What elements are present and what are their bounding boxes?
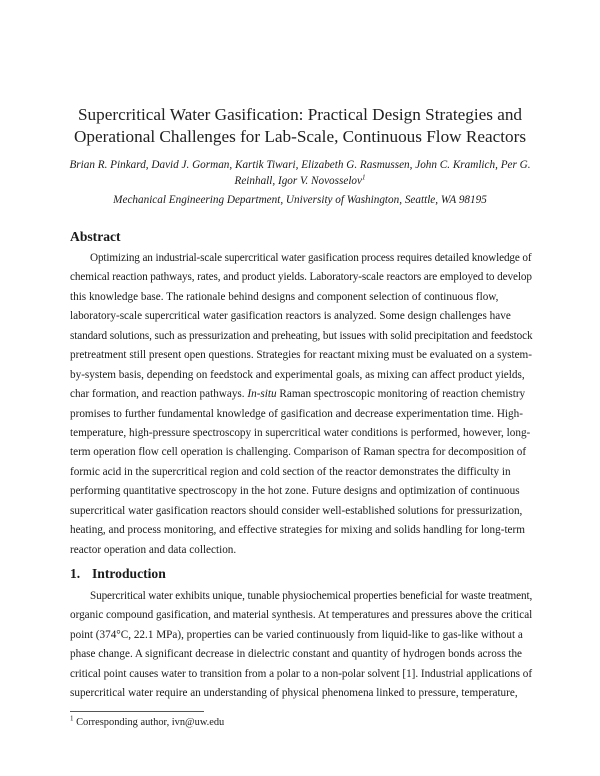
- abstract-line: supercritical water gasification reactors should consider well-established solutions for pressurization,: [70, 504, 523, 517]
- abstract-line: promises to further fundamental knowledge of gasification and decrease experimentation time. High-: [70, 407, 523, 420]
- intro-line: phase change. A significant decrease in dielectric constant and quantity of hydrogen bonds across the: [70, 648, 523, 661]
- footnote-mark: 1: [70, 714, 74, 723]
- abstract-line: formic acid in the supercritical region and cold section of the reactor demonstrates the difficulty in: [70, 465, 511, 478]
- intro-line: supercritical water require an understanding of physical phenomena linked to pressure, temperature,: [70, 687, 518, 700]
- abstract-heading: Abstract: [70, 229, 121, 244]
- footnote: [70, 714, 225, 728]
- abstract-line: temperature, high-pressure spectroscopy in supercritical water conditions is performed, however, long-: [70, 426, 531, 439]
- section-title: Introduction: [92, 566, 166, 581]
- paper-title: [0, 104, 600, 148]
- title-line-1: Supercritical Water Gasification: Practical Design Strategies and: [77, 105, 523, 124]
- author-list: [0, 158, 600, 189]
- abstract-line: heating, and process monitoring, and effective strategies for mixing and solids handling for long-term: [70, 524, 525, 537]
- abstract-line: Optimizing an industrial-scale supercritical water gasification process requires detailed knowledge of: [90, 252, 532, 264]
- affiliation: Mechanical Engineering Department, University of Washington, Seattle, WA 98195: [113, 194, 487, 206]
- corresponding-author-mark: 1: [362, 172, 366, 181]
- intro-line: point (374°C, 22.1 MPa), properties can be varied continuously from liquid-like to gas-like without a: [70, 628, 523, 641]
- in-situ-term: In-situ: [247, 388, 277, 401]
- abstract-line: performing quantitative spectroscopy in the hot zone. Future designs and optimization of continuous: [70, 485, 520, 498]
- abstract-line: this knowledge base. The rationale behind designs and component selection of continuous flow,: [70, 290, 499, 303]
- abstract-line: reactor operation and data collection.: [70, 543, 237, 556]
- author-names-tail: Reinhall, Igor V. Novosselov: [234, 174, 362, 187]
- author-line-1: Brian R. Pinkard, David J. Gorman, Kartik Tiwari, Elizabeth G. Rasmussen, John C. Kramlich, Per G.: [69, 159, 531, 171]
- intro-line: Supercritical water exhibits unique, tunable physiochemical properties beneficial for waste treatment,: [90, 590, 533, 602]
- abstract-line: chemical reaction pathways, rates, and product yields. Laboratory-scale reactors are employed to develop: [70, 271, 532, 284]
- abstract-line-head: char formation, and reaction pathways.: [70, 388, 245, 401]
- title-line-2: Operational Challenges for Lab-Scale, Continuous Flow Reactors: [73, 127, 527, 146]
- abstract-line-tail: Raman spectroscopic monitoring of reaction chemistry: [276, 388, 526, 401]
- author-line-2: [0, 174, 600, 190]
- abstract-line: standard solutions, such as pressurization and preheating, but issues with solid precipitation and feedstock: [70, 329, 533, 342]
- intro-line: organic compound gasification, and material synthesis. At temperatures and pressures above the critical: [70, 609, 533, 622]
- introduction-heading: [70, 566, 166, 582]
- section-number: 1.: [70, 566, 81, 581]
- introduction-body: [70, 587, 532, 704]
- abstract-line: pretreatment still present open questions. Strategies for reactant mixing must be evaluated on a system-: [70, 349, 532, 362]
- abstract-body: [70, 249, 532, 560]
- abstract-line: by-system basis, depending on feedstock and experimental goals, as mixing can affect product yields,: [70, 368, 525, 381]
- abstract-line: [70, 385, 532, 404]
- abstract-line: term operation flow cell operation is challenging. Comparison of Raman spectra for decomposition of: [70, 446, 527, 459]
- abstract-line: laboratory-scale supercritical water gasification reactors is analyzed. Some design challenges have: [70, 310, 511, 323]
- footnote-text: Corresponding author, ivn@uw.edu: [73, 717, 225, 728]
- intro-line: critical point causes water to transition from a polar to a non-polar solvent [1]. Industrial applications of: [70, 667, 533, 680]
- footnote-divider: [70, 711, 204, 712]
